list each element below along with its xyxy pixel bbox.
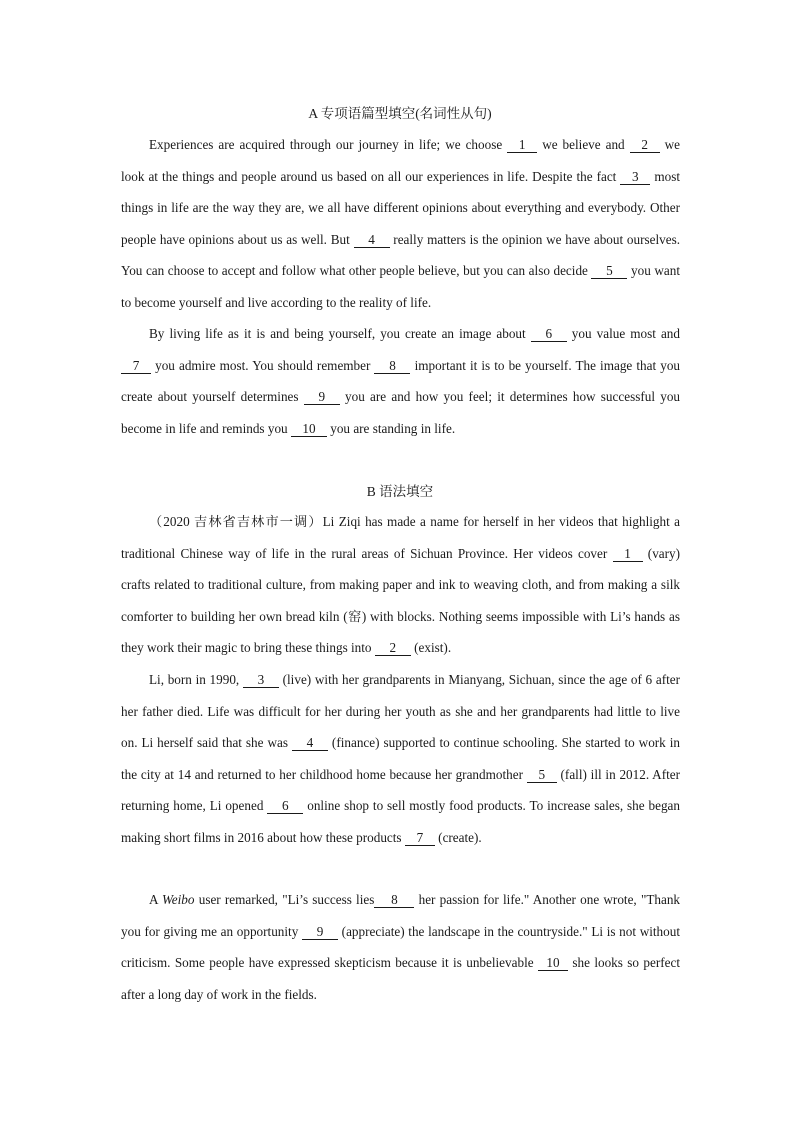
blank-a4[interactable]: 4 — [354, 232, 390, 248]
text: important it is to be yourself. The image that you create about yourself determines — [121, 357, 681, 405]
text: you value most and — [571, 326, 680, 341]
blank-b4[interactable]: 4 — [292, 735, 328, 751]
text: we believe and — [542, 137, 625, 152]
blank-b2[interactable]: 2 — [375, 640, 411, 656]
text: she looks so perfect after a long day of work in the fields. — [121, 955, 681, 1002]
text: (exist). — [414, 640, 452, 656]
text: (create). — [438, 829, 482, 845]
blank-a9[interactable]: 9 — [304, 389, 340, 405]
blank-b9[interactable]: 9 — [302, 924, 338, 940]
text: A — [149, 892, 158, 907]
text: (finance) supported to continue schooling. She started to work in the city at 14 and returned to her childhood home because her grandmother — [121, 735, 680, 782]
blank-a10[interactable]: 10 — [291, 421, 327, 437]
blank-b7[interactable]: 7 — [405, 830, 435, 846]
text: (fall) ill in 2012. After returning home, Li opened — [121, 766, 681, 814]
blank-b1[interactable]: 1 — [613, 546, 643, 562]
text: user remarked, "Li’s success lies — [198, 892, 375, 907]
text: (live) with her grandparents in Mianyang, Sichuan, since the age of 6 after her father died. Life was difficult for her during her youth as she and her grandparents had little to live on. Li herself said that she was — [121, 672, 681, 751]
blank-a6[interactable]: 6 — [531, 326, 567, 342]
text: online shop to sell mostly food products. To increase sales, she began making short films in 2016 about how these products — [121, 798, 681, 845]
section-b-paragraph-2 — [121, 664, 680, 854]
text: we look at the things and people around us based on all our experiences in life. Despite the fact — [121, 137, 681, 184]
blank-a2[interactable]: 2 — [630, 137, 660, 153]
weibo-italic: Weibo — [162, 892, 195, 907]
text: you are standing in life. — [330, 420, 456, 436]
blank-b6[interactable]: 6 — [267, 798, 303, 814]
text: (vary) crafts related to traditional culture, from making paper and ink to weaving cloth, and from making a silk comforter to building her own bread kiln (窑) with blocks. Nothing seems impossible with Li’s hands as they work their magic to bring these things into — [121, 545, 681, 656]
text: you admire most. You should remember — [155, 357, 371, 373]
section-a-title: A 专项语篇型填空(名词性从句) — [308, 106, 492, 121]
text: (appreciate) the landscape in the countryside." Li is not without criticism. Some people have expressed skepticism because it is unbelievable — [121, 923, 681, 971]
text: Li, born in 1990, — [149, 672, 240, 687]
blank-b3[interactable]: 3 — [243, 672, 279, 688]
blank-b8[interactable]: 8 — [374, 892, 414, 908]
text: Experiences are acquired through our journey in life; we choose — [149, 137, 503, 152]
text: you are and how you feel; it determines how successful you become in life and reminds you — [121, 389, 681, 436]
section-b-paragraph-1 — [121, 506, 680, 664]
section-b-paragraph-3 — [121, 884, 680, 1010]
text: （2020 吉林省吉林市一调）Li Ziqi has made a name for herself in her videos that highlight a traditional Chinese way of life in the rural areas of Sichuan Province. Her videos cover — [121, 514, 680, 561]
section-a-paragraph-1 — [121, 129, 680, 319]
text: really matters is the opinion we have about ourselves. You can choose to accept and follow what other people believe, but you can also decide — [121, 231, 681, 279]
blank-a5[interactable]: 5 — [591, 263, 627, 279]
text: her passion for life." Another one wrote, "Thank you for giving me an opportunity — [121, 892, 681, 939]
blank-a3[interactable]: 3 — [620, 169, 650, 185]
blank-a8[interactable]: 8 — [374, 358, 410, 374]
text: By living life as it is and being yourself, you create an image about — [149, 326, 526, 341]
blank-b10[interactable]: 10 — [538, 955, 568, 971]
blank-b5[interactable]: 5 — [527, 767, 557, 783]
blank-a7[interactable]: 7 — [121, 358, 151, 374]
section-b-title: B 语法填空 — [366, 484, 434, 499]
text: most things in life are the way they are, we all have different opinions about everything and everybody. Other people have opinions about us as well. But — [121, 168, 680, 247]
section-a-paragraph-2 — [121, 318, 680, 444]
text: you want to become yourself and live according to the reality of life. — [121, 263, 681, 310]
blank-a1[interactable]: 1 — [507, 137, 537, 153]
